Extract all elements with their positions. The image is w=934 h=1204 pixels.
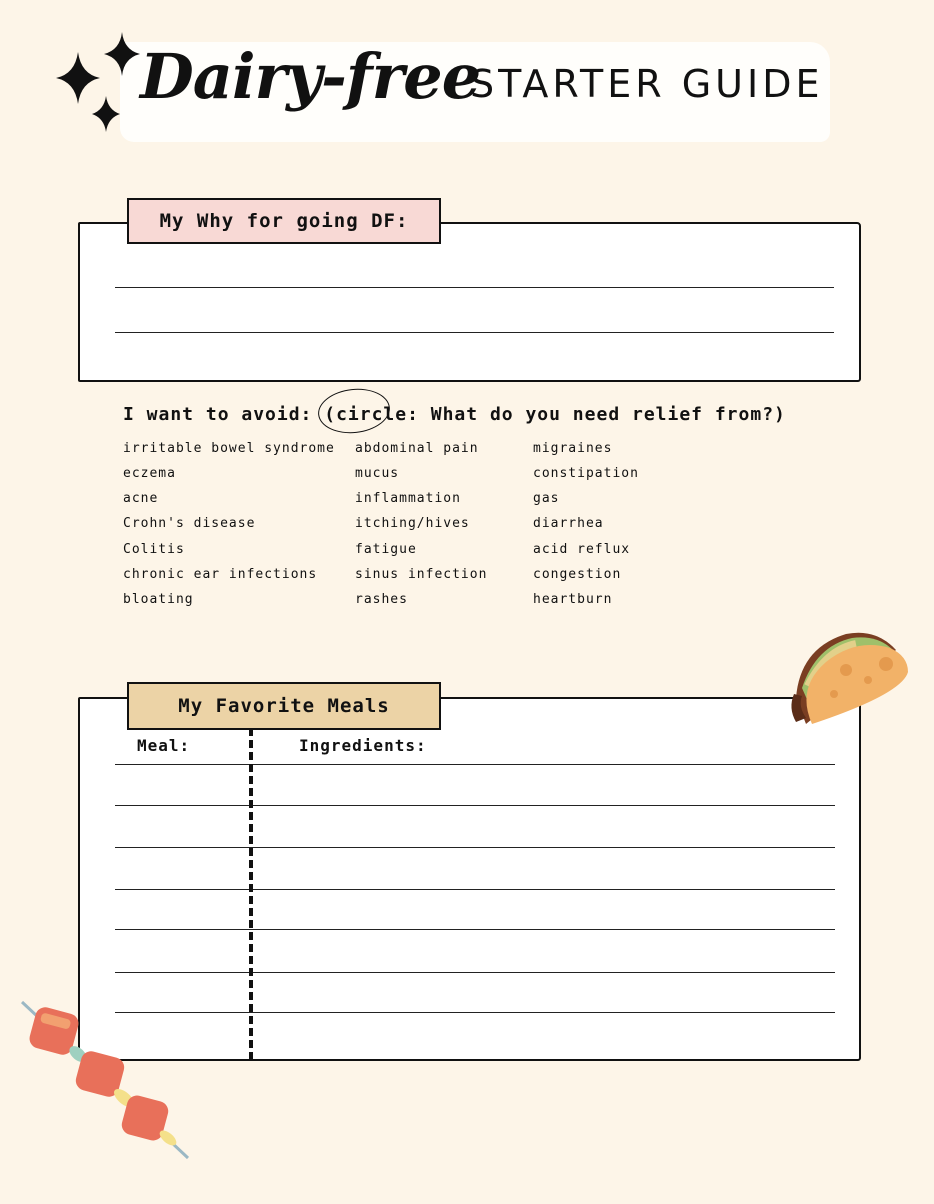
meal-row-line[interactable] xyxy=(115,764,835,765)
meal-row-line[interactable] xyxy=(115,972,835,973)
meal-row-line[interactable] xyxy=(115,847,835,848)
avoid-heading: I want to avoid: (circle: What do you need relief from?) xyxy=(123,404,786,425)
symptom-option[interactable]: Colitis xyxy=(123,542,185,557)
symptom-option[interactable]: constipation xyxy=(533,466,639,481)
title-subtitle: STARTER GUIDE xyxy=(470,62,824,106)
symptom-option[interactable]: acid reflux xyxy=(533,542,631,557)
symptom-option[interactable]: diarrhea xyxy=(533,516,604,531)
meal-column-header: Meal: xyxy=(137,736,191,755)
circle-mark xyxy=(316,385,392,436)
symptom-option[interactable]: chronic ear infections xyxy=(123,567,318,582)
why-write-line-1[interactable] xyxy=(115,287,834,288)
title-script: Dairy-free xyxy=(140,40,481,113)
symptom-option[interactable]: bloating xyxy=(123,592,194,607)
symptom-option[interactable]: Crohn's disease xyxy=(123,516,256,531)
symptom-option[interactable]: fatigue xyxy=(355,542,417,557)
symptom-option[interactable]: eczema xyxy=(123,466,176,481)
kebab-illustration xyxy=(18,998,194,1164)
meal-row-line[interactable] xyxy=(115,805,835,806)
why-box xyxy=(78,222,861,382)
symptom-option[interactable]: itching/hives xyxy=(355,516,470,531)
sparkle-icon xyxy=(54,30,144,142)
meal-row-line[interactable] xyxy=(115,1012,835,1013)
symptom-option[interactable]: migraines xyxy=(533,441,613,456)
ingredients-column-header: Ingredients: xyxy=(299,736,427,755)
taco-illustration xyxy=(786,628,914,732)
why-tab: My Why for going DF: xyxy=(127,198,441,244)
symptom-option[interactable]: sinus infection xyxy=(355,567,488,582)
symptom-option[interactable]: heartburn xyxy=(533,592,613,607)
symptom-option[interactable]: mucus xyxy=(355,466,400,481)
symptom-option[interactable]: inflammation xyxy=(355,491,461,506)
symptom-option[interactable]: gas xyxy=(533,491,560,506)
meals-box xyxy=(78,697,861,1061)
symptom-option[interactable]: congestion xyxy=(533,567,622,582)
symptom-option[interactable]: rashes xyxy=(355,592,408,607)
meal-row-line[interactable] xyxy=(115,929,835,930)
symptom-option[interactable]: acne xyxy=(123,491,159,506)
meals-tab: My Favorite Meals xyxy=(127,682,441,730)
why-write-line-2[interactable] xyxy=(115,332,834,333)
symptom-option[interactable]: irritable bowel syndrome xyxy=(123,441,335,456)
meal-row-line[interactable] xyxy=(115,889,835,890)
column-divider xyxy=(249,728,253,1060)
symptom-option[interactable]: abdominal pain xyxy=(355,441,479,456)
